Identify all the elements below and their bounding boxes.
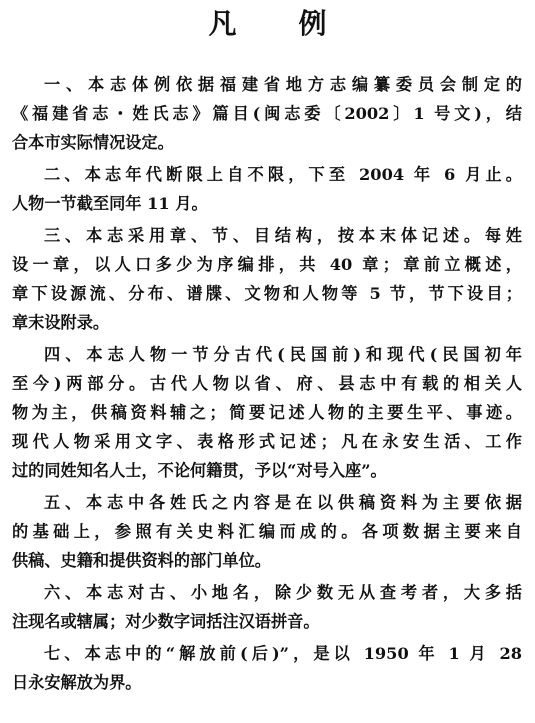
paragraph-1: [12, 70, 522, 157]
paragraph-line: 的基础上，参照有关史料汇编而成的。各项数据主要来自: [12, 522, 522, 541]
paragraph-line: 《福建省志・姓氏志》篇目(闽志委〔2002〕1 号文)，结: [12, 104, 522, 123]
paragraph-line: 日永安解放为界。: [12, 673, 142, 692]
paragraph-line: 二、本志年代断限上自不限，下至 2004 年 6 月止。: [44, 165, 522, 184]
paragraph-line: 至今)两部分。古代人物以省、府、县志中有载的相关人: [12, 374, 522, 393]
title-char-2: 例: [298, 7, 327, 40]
paragraph-line: 章下设源流、分布、谱牒、文物和人物等 5 节，节下设目；: [12, 284, 522, 303]
paragraph-line: 现代人物采用文字、表格形式记述；凡在永安生活、工作: [12, 432, 522, 451]
paragraph-line: 注现名或辖属；对少数字词括注汉语拼音。: [12, 612, 320, 631]
paragraph-line: 一、本志体例依据福建省地方志编纂委员会制定的: [44, 75, 522, 94]
paragraph-line: 章末设附录。: [12, 313, 110, 332]
paragraph-line: 四、本志人物一节分古代(民国前)和现代(民国初年: [44, 345, 522, 364]
paragraph-2: [12, 160, 522, 218]
paragraph-line: 三、本志采用章、节、目结构，按本末体记述。每姓: [44, 226, 522, 245]
paragraph-4: [12, 340, 522, 485]
paragraph-line: 七、本志中的“解放前(后)”，是以 1950 年 1 月 28: [44, 644, 522, 663]
paragraph-5: [12, 488, 522, 575]
paragraph-line: 六、本志对古、小地名，除少数无从查考者，大多括: [44, 583, 522, 602]
paragraph-line: 合本市实际情况设定。: [12, 133, 174, 152]
paragraph-line: 设一章，以人口多少为序编排，共 40 章；章前立概述，: [12, 255, 522, 274]
paragraph-line: 过的同姓知名人士，不论何籍贯，予以“对号入座”。: [12, 461, 387, 480]
paragraph-line: 供稿、史籍和提供资料的部门单位。: [12, 551, 271, 570]
paragraph-6: [12, 578, 522, 636]
paragraph-3: [12, 221, 522, 337]
document-body: [12, 70, 522, 700]
paragraph-7: [12, 639, 522, 697]
paragraph-line: 物为主，供稿资料辅之；简要记述人物的主要生平、事迹。: [12, 403, 522, 422]
paragraph-line: 五、本志中各姓氏之内容是在以供稿资料为主要依据: [44, 493, 522, 512]
page-title: [0, 4, 535, 44]
title-char-1: 凡: [208, 7, 237, 40]
paragraph-line: 人物一节截至同年 11 月。: [12, 194, 208, 213]
